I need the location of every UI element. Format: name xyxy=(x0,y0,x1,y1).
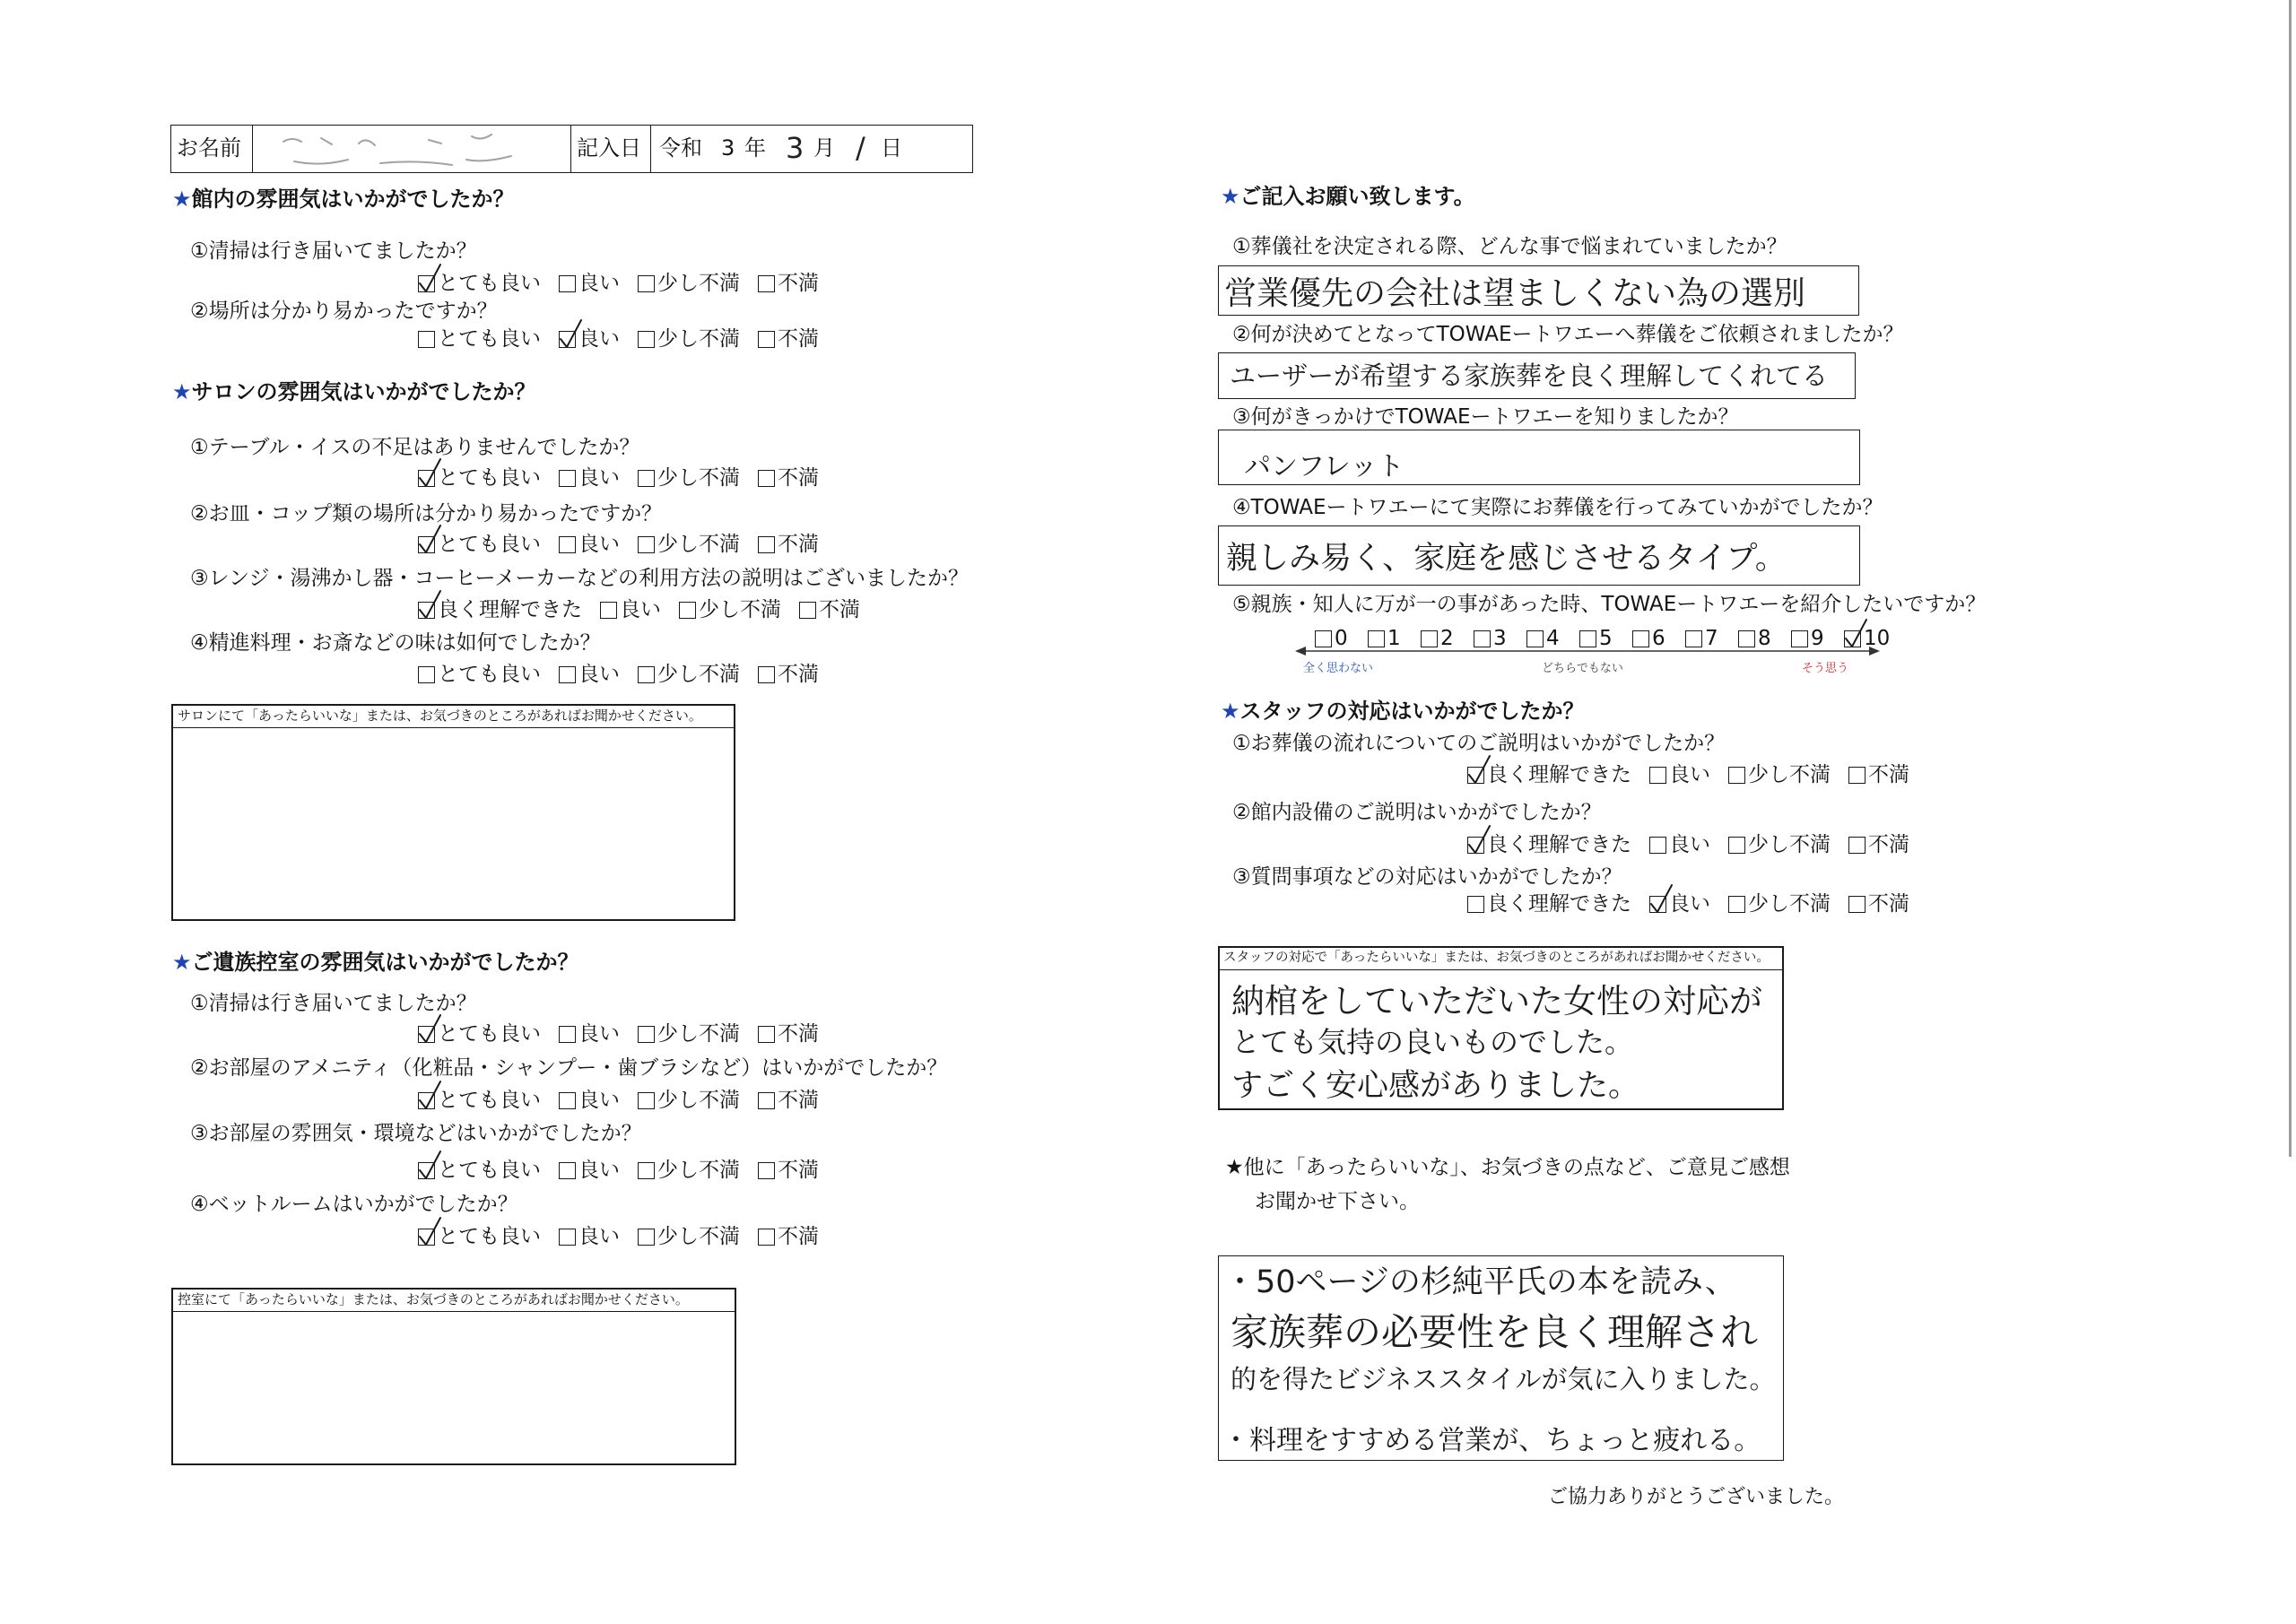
checkbox[interactable] xyxy=(758,1229,775,1246)
option-label: 少し不満 xyxy=(1748,763,1831,786)
answer-option[interactable] xyxy=(600,597,661,622)
option-label: 不満 xyxy=(778,1225,819,1248)
option-label: 良い xyxy=(578,1225,620,1248)
question-text: ①テーブル・イスの不足はありませんでしたか？ xyxy=(190,436,640,459)
checkbox[interactable] xyxy=(638,666,655,683)
checked-checkbox[interactable] xyxy=(418,1229,435,1246)
checked-checkbox[interactable] xyxy=(1467,837,1484,854)
answer-option[interactable] xyxy=(1467,762,1631,787)
waiting-room-comment-label: 控室にて「あったらいいな」または、お気づきのところがあればお聞かせください。 xyxy=(173,1290,735,1312)
star-icon: ★ xyxy=(1221,699,1240,724)
answer-option[interactable] xyxy=(758,1158,819,1183)
checkbox[interactable] xyxy=(758,666,775,683)
date-day-handwritten: / xyxy=(856,131,865,165)
check-mark-icon xyxy=(417,523,442,555)
answer-options xyxy=(418,326,819,352)
answer-option[interactable] xyxy=(418,597,582,622)
question-text: ②場所は分かり易かったですか？ xyxy=(190,300,498,323)
answer-option[interactable] xyxy=(559,271,620,296)
answer-options xyxy=(418,1021,819,1046)
checkbox[interactable] xyxy=(758,275,775,292)
option-label: 少し不満 xyxy=(657,1089,740,1112)
other-comments-title: ★他に「あったらいいな」、お気づきの点など、ご意見ご感想 xyxy=(1225,1156,1790,1179)
option-label: 8 xyxy=(1758,627,1771,650)
header-table xyxy=(170,125,973,173)
answer-option[interactable] xyxy=(418,1224,541,1249)
answer-option[interactable] xyxy=(638,326,740,352)
answer-option[interactable] xyxy=(1848,762,1909,787)
answer-option[interactable] xyxy=(418,1158,541,1183)
handwritten-answer: 親しみ易く、家庭を感じさせるタイプ。 xyxy=(1226,541,1787,577)
answer-option[interactable] xyxy=(559,1088,620,1113)
answer-box-worries[interactable] xyxy=(1218,265,1859,316)
option-label: 良い xyxy=(578,1022,620,1046)
check-mark-icon xyxy=(417,262,442,294)
staff-comment-label: スタッフの対応で「あったらいいな」または、お気づきのところがあればお聞かせください。 xyxy=(1220,948,1782,970)
check-mark-icon xyxy=(417,1215,442,1247)
option-label: 良く理解できた xyxy=(1487,763,1631,786)
answer-option[interactable] xyxy=(638,1021,740,1046)
checkbox[interactable] xyxy=(1649,767,1666,784)
checkbox[interactable] xyxy=(638,1026,655,1043)
answer-option[interactable] xyxy=(638,1158,740,1183)
handwritten-answer: パンフレット xyxy=(1244,451,1405,482)
question-text: ③何がきっかけでTOWAEートワエーを知りましたか？ xyxy=(1232,405,1739,429)
answer-option[interactable] xyxy=(758,662,819,687)
option-label: とても良い xyxy=(438,466,541,490)
option-label: 少し不満 xyxy=(699,598,781,621)
answer-option[interactable] xyxy=(418,1021,541,1046)
option-label: 10 xyxy=(1864,627,1891,650)
answer-option[interactable] xyxy=(559,1021,620,1046)
checked-checkbox[interactable] xyxy=(1649,896,1666,913)
option-label: 良い xyxy=(578,327,620,351)
option-label: 少し不満 xyxy=(657,1159,740,1182)
option-label: 4 xyxy=(1546,627,1560,650)
answer-options xyxy=(1467,762,1909,787)
checkbox[interactable] xyxy=(758,536,775,553)
section-title-text: 館内の雰囲気はいかがでしたか？ xyxy=(191,187,515,212)
scale-high-label: そう思う xyxy=(1802,662,1849,675)
checkbox[interactable] xyxy=(559,1026,576,1043)
answer-options xyxy=(418,1224,819,1249)
answer-option[interactable] xyxy=(638,465,740,491)
checkbox[interactable] xyxy=(559,1162,576,1179)
checkbox[interactable] xyxy=(1467,896,1484,913)
scan-edge-line xyxy=(2289,0,2292,1157)
checkbox[interactable] xyxy=(638,470,655,487)
option-label: とても良い xyxy=(438,1022,541,1046)
answer-option[interactable] xyxy=(638,532,740,557)
option-label: 良い xyxy=(578,1089,620,1112)
answer-box-how-found[interactable] xyxy=(1218,430,1860,485)
checkbox[interactable] xyxy=(1848,837,1866,854)
checkbox[interactable] xyxy=(1728,767,1745,784)
question-text: ④ベットルームはいかがでしたか？ xyxy=(190,1193,518,1216)
answer-options xyxy=(418,1158,819,1183)
other-comments-box[interactable] xyxy=(1218,1255,1784,1461)
checkbox[interactable] xyxy=(1728,837,1745,854)
handwritten-answer: ユーザーが希望する家族葬を良く理解してくれてる xyxy=(1230,360,1829,391)
checkbox[interactable] xyxy=(638,1162,655,1179)
answer-options xyxy=(1467,832,1909,857)
date-year-unit: 年 xyxy=(744,135,766,161)
answer-option[interactable] xyxy=(758,271,819,296)
date-month-handwritten: 3 xyxy=(786,131,804,165)
answer-option[interactable] xyxy=(1649,891,1710,916)
option-label: 少し不満 xyxy=(657,272,740,295)
answer-options xyxy=(418,532,819,557)
option-label: 少し不満 xyxy=(657,466,740,490)
option-label: 不満 xyxy=(1868,833,1909,856)
checkbox[interactable] xyxy=(638,536,655,553)
option-label: 不満 xyxy=(778,663,819,686)
option-label: 良い xyxy=(578,466,620,490)
answer-option[interactable] xyxy=(1728,832,1831,857)
answer-option[interactable] xyxy=(758,1088,819,1113)
question-text: ①葬儀社を決定される際、どんな事で悩まれていましたか？ xyxy=(1232,235,1787,258)
star-icon: ★ xyxy=(172,950,192,975)
star-icon: ★ xyxy=(1221,184,1240,209)
section-title-text: ご遺族控室の雰囲気はいかがでしたか？ xyxy=(191,950,579,975)
waiting-room-comment-box[interactable] xyxy=(171,1288,736,1465)
option-label: とても良い xyxy=(438,1225,541,1248)
answer-options xyxy=(418,271,819,296)
redacted-name-scribble xyxy=(253,126,571,171)
check-mark-icon xyxy=(1466,823,1492,855)
scale-low-label: 全く思わない xyxy=(1303,662,1374,675)
checkbox[interactable] xyxy=(1848,896,1866,913)
answer-option[interactable] xyxy=(638,1088,740,1113)
checkbox[interactable] xyxy=(758,1092,775,1109)
option-label: 2 xyxy=(1440,627,1454,650)
checked-checkbox[interactable] xyxy=(418,1092,435,1109)
option-label: とても良い xyxy=(438,272,541,295)
handwritten-comment-line: 家族葬の必要性を良く理解され xyxy=(1231,1310,1759,1354)
option-label: 良い xyxy=(578,533,620,556)
star-icon: ★ xyxy=(172,187,192,212)
option-label: 少し不満 xyxy=(1748,833,1831,856)
checkbox[interactable] xyxy=(418,666,435,683)
checkbox[interactable] xyxy=(559,1092,576,1109)
section-title-text: スタッフの対応はいかがでしたか？ xyxy=(1239,699,1585,724)
answer-option[interactable] xyxy=(418,271,541,296)
handwritten-comment-line: ・料理をすすめる営業が、ちょっと疲れる。 xyxy=(1222,1425,1761,1456)
answer-option[interactable] xyxy=(758,326,819,352)
answer-option[interactable] xyxy=(758,532,819,557)
date-year: 3 xyxy=(721,135,735,161)
question-text: ②お部屋のアメニティ（化粧品・シャンプー・歯ブラシなど）はいかがでしたか？ xyxy=(190,1056,948,1080)
option-label: 不満 xyxy=(819,598,860,621)
answer-option[interactable] xyxy=(418,465,541,491)
handwritten-comment-line: 納棺をしていただいた女性の対応が xyxy=(1231,982,1762,1020)
checkbox[interactable] xyxy=(758,1026,775,1043)
question-text: ③レンジ・湯沸かし器・コーヒーメーカーなどの利用方法の説明はございましたか？ xyxy=(190,567,969,590)
option-label: とても良い xyxy=(438,533,541,556)
handwritten-comment-line: とても気持の良いものでした。 xyxy=(1231,1025,1634,1059)
section-title-salon xyxy=(172,379,536,404)
option-label: 0 xyxy=(1335,627,1348,650)
checkbox[interactable] xyxy=(1728,896,1745,913)
date-month-unit: 月 xyxy=(813,135,835,161)
option-label: 不満 xyxy=(778,272,819,295)
salon-comment-label: サロンにて「あったらいいな」または、お気づきのところがあればお聞かせください。 xyxy=(173,706,734,728)
scale-arrow xyxy=(1295,644,1880,658)
answer-option[interactable] xyxy=(559,1158,620,1183)
name-label: お名前 xyxy=(171,126,253,172)
option-label: 5 xyxy=(1599,627,1613,650)
answer-option[interactable] xyxy=(799,597,860,622)
check-mark-icon xyxy=(417,1149,442,1181)
answer-box-deciding-factor[interactable] xyxy=(1218,352,1856,399)
handwritten-comment-line: 的を得たビジネススタイルが気に入りました。 xyxy=(1231,1364,1776,1394)
option-label: 不満 xyxy=(778,533,819,556)
checkbox[interactable] xyxy=(1848,767,1866,784)
check-mark-icon xyxy=(1466,753,1492,786)
checkbox[interactable] xyxy=(1649,837,1666,854)
check-mark-icon xyxy=(417,588,442,621)
option-label: 少し不満 xyxy=(1748,892,1831,916)
answer-option[interactable] xyxy=(1848,891,1909,916)
option-label: 不満 xyxy=(778,1159,819,1182)
date-day-unit: 日 xyxy=(881,135,902,161)
check-mark-icon xyxy=(1648,882,1674,915)
option-label: 不満 xyxy=(778,1089,819,1112)
checkbox[interactable] xyxy=(600,602,617,619)
section-title-waiting-room xyxy=(172,950,579,975)
answer-option[interactable] xyxy=(758,1224,819,1249)
thanks-text: ご協力ありがとうございました。 xyxy=(1548,1486,1845,1508)
answer-option[interactable] xyxy=(418,532,541,557)
checkbox[interactable] xyxy=(559,1229,576,1246)
question-text: ①清掃は行き届いてましたか？ xyxy=(190,239,477,263)
section-title-text: サロンの雰囲気はいかがでしたか？ xyxy=(191,379,536,404)
checkbox[interactable] xyxy=(638,1229,655,1246)
checkbox[interactable] xyxy=(758,331,775,348)
handwritten-comment-line: すごく安心感がありました。 xyxy=(1231,1068,1640,1104)
check-mark-icon xyxy=(417,456,442,489)
question-text: ②館内設備のご説明はいかがでしたか？ xyxy=(1232,801,1602,824)
option-label: 良く理解できた xyxy=(1487,892,1631,916)
option-label: 少し不満 xyxy=(657,1225,740,1248)
checkbox[interactable] xyxy=(638,275,655,292)
answer-options xyxy=(418,1088,819,1113)
checkbox[interactable] xyxy=(559,275,576,292)
answer-option[interactable] xyxy=(638,271,740,296)
name-field[interactable] xyxy=(253,126,571,172)
checkbox[interactable] xyxy=(638,1092,655,1109)
answer-option[interactable] xyxy=(1467,832,1631,857)
answer-option[interactable] xyxy=(559,326,620,352)
checkbox[interactable] xyxy=(559,536,576,553)
answer-option[interactable] xyxy=(1848,832,1909,857)
question-text: ③お部屋の雰囲気・環境などはいかがでしたか？ xyxy=(190,1122,642,1145)
answer-box-impression[interactable] xyxy=(1218,525,1860,586)
answer-option[interactable] xyxy=(559,465,620,491)
other-comments-subtitle: お聞かせ下さい。 xyxy=(1255,1190,1420,1213)
checked-checkbox[interactable] xyxy=(418,275,435,292)
section-title-text: ご記入お願い致します。 xyxy=(1239,184,1475,209)
checkbox[interactable] xyxy=(559,470,576,487)
checkbox[interactable] xyxy=(679,602,696,619)
question-text: ②お皿・コップ類の場所は分かり易かったですか？ xyxy=(190,502,663,525)
option-label: 良く理解できた xyxy=(1487,833,1631,856)
answer-option[interactable] xyxy=(638,1224,740,1249)
option-label: 不満 xyxy=(778,466,819,490)
option-label: 6 xyxy=(1652,627,1665,650)
checked-checkbox[interactable] xyxy=(418,470,435,487)
option-label: 良い xyxy=(1669,763,1710,786)
option-label: 少し不満 xyxy=(657,663,740,686)
checked-checkbox[interactable] xyxy=(418,536,435,553)
answer-option[interactable] xyxy=(559,1224,620,1249)
option-label: 不満 xyxy=(778,327,819,351)
question-text: ④TOWAEートワエーにて実際にお葬儀を行ってみていかがでしたか？ xyxy=(1232,496,1883,519)
checkbox[interactable] xyxy=(559,666,576,683)
answer-option[interactable] xyxy=(1649,762,1710,787)
salon-comment-box[interactable] xyxy=(171,704,735,921)
option-label: 少し不満 xyxy=(657,1022,740,1046)
question-text: ①お葬儀の流れについてのご説明はいかがでしたか？ xyxy=(1232,732,1726,755)
checked-checkbox[interactable] xyxy=(1467,767,1484,784)
date-era: 令和 xyxy=(659,135,702,161)
answer-option[interactable] xyxy=(758,1021,819,1046)
option-label: 少し不満 xyxy=(657,533,740,556)
section-title-please-fill xyxy=(1221,184,1475,209)
answer-options xyxy=(418,597,860,622)
date-field[interactable] xyxy=(651,126,972,172)
option-label: 良い xyxy=(578,1159,620,1182)
answer-options xyxy=(418,662,819,687)
option-label: とても良い xyxy=(438,1159,541,1182)
option-label: 良い xyxy=(578,663,620,686)
checkbox[interactable] xyxy=(638,331,655,348)
checkbox[interactable] xyxy=(758,1162,775,1179)
checked-checkbox[interactable] xyxy=(418,602,435,619)
option-label: 良い xyxy=(620,598,661,621)
star-icon: ★ xyxy=(172,379,192,404)
option-label: 不満 xyxy=(1868,892,1909,916)
answer-option[interactable] xyxy=(1467,891,1631,916)
handwritten-comment-line: ・50ページの杉純平氏の本を読み、 xyxy=(1224,1264,1736,1300)
check-mark-icon xyxy=(558,317,583,350)
answer-options xyxy=(1467,891,1909,916)
option-label: 不満 xyxy=(1868,763,1909,786)
option-label: 3 xyxy=(1493,627,1507,650)
answer-option[interactable] xyxy=(638,662,740,687)
staff-comment-box[interactable] xyxy=(1218,946,1784,1110)
answer-option[interactable] xyxy=(679,597,781,622)
option-label: 良い xyxy=(578,272,620,295)
section-title-hall xyxy=(172,187,515,212)
option-label: 良い xyxy=(1669,833,1710,856)
checked-checkbox[interactable] xyxy=(418,1026,435,1043)
checked-checkbox[interactable] xyxy=(559,331,576,348)
handwritten-answer: 営業優先の会社は望ましくない為の選別 xyxy=(1224,275,1806,312)
option-label: 1 xyxy=(1387,627,1401,650)
question-text: ③質問事項などの対応はいかがでしたか？ xyxy=(1232,865,1622,889)
option-label: とても良い xyxy=(438,327,541,351)
answer-option[interactable] xyxy=(418,1088,541,1113)
option-label: 9 xyxy=(1811,627,1824,650)
question-text: ②何が決めてとなってTOWAEートワエーへ葬儀をご依頼されましたか？ xyxy=(1232,323,1904,346)
check-mark-icon xyxy=(417,1079,442,1111)
answer-option[interactable] xyxy=(1728,891,1831,916)
answer-option[interactable] xyxy=(559,532,620,557)
option-label: とても良い xyxy=(438,663,541,686)
answer-option[interactable] xyxy=(559,662,620,687)
answer-option[interactable] xyxy=(418,326,541,352)
question-text: ⑤親族・知人に万が一の事があった時、TOWAEートワエーを紹介したいですか？ xyxy=(1232,593,1987,616)
date-label: 記入日 xyxy=(571,126,651,172)
answer-option[interactable] xyxy=(1649,832,1710,857)
checkbox[interactable] xyxy=(758,470,775,487)
question-text: ④精進料理・お斎などの味は如何でしたか？ xyxy=(190,631,601,655)
checkbox[interactable] xyxy=(418,331,435,348)
scale-mid-label: どちらでもない xyxy=(1542,662,1623,675)
option-label: 良く理解できた xyxy=(438,598,582,621)
option-label: 7 xyxy=(1705,627,1718,650)
checkbox[interactable] xyxy=(799,602,816,619)
check-mark-icon xyxy=(417,1012,442,1045)
question-text: ①清掃は行き届いてましたか？ xyxy=(190,992,477,1015)
answer-options xyxy=(418,465,819,491)
option-label: 良い xyxy=(1669,892,1710,916)
option-label: 少し不満 xyxy=(657,327,740,351)
checked-checkbox[interactable] xyxy=(418,1162,435,1179)
option-label: 不満 xyxy=(778,1022,819,1046)
answer-option[interactable] xyxy=(418,662,541,687)
option-label: とても良い xyxy=(438,1089,541,1112)
section-title-staff xyxy=(1221,699,1585,724)
answer-option[interactable] xyxy=(758,465,819,491)
answer-option[interactable] xyxy=(1728,762,1831,787)
